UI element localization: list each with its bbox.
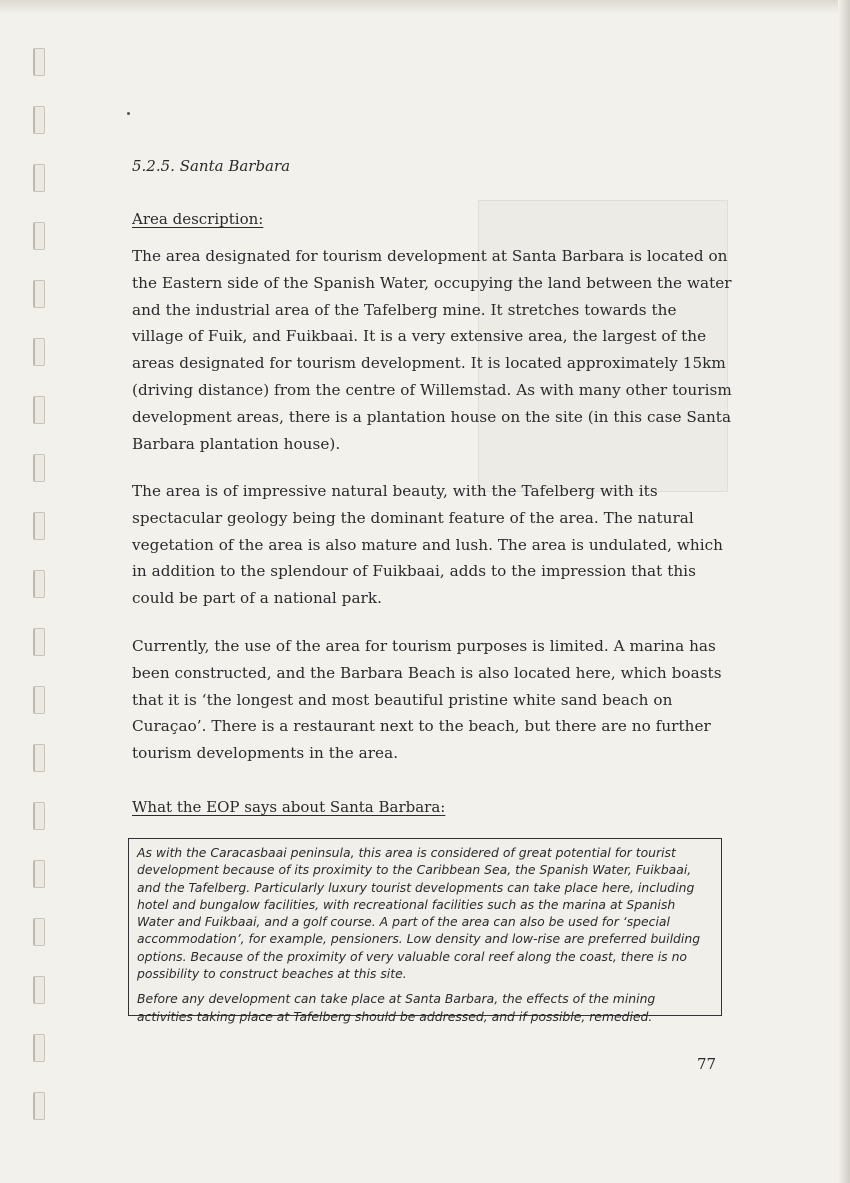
binding-hole (33, 454, 45, 482)
binding-hole (33, 628, 45, 656)
area-description-paragraph: Currently, the use of the area for tourism purposes is limited. A marina has been constructed, and the Barbara Beach is also located here, which boasts that it is ‘the longest and most beautiful pristine white sand beach on Curaçao’. There is a restaurant next to the beach, but there are no further tourism developments in the area. (132, 637, 722, 763)
page-right-edge (838, 0, 850, 1183)
binding-hole (33, 1034, 45, 1062)
binding-hole (33, 1092, 45, 1120)
binding-hole (33, 164, 45, 192)
eop-quote-paragraph: As with the Caracasbaai peninsula, this area is considered of great potential for tourist development because of its proximity to the Caribbean Sea, the Spanish Water, Fuikbaai, and the Tafelberg. Particularly luxury tourist developments can take place here, including hotel and bungalow facilities, with recreational facilities such as the marina at Spanish Water and Fuikbaai, and a golf course. A part of the area can also be used for ‘special accommodation’, for example, pensioners. Low density and low-rise are preferred building options. Because of the proximity of very valuable coral reef along the coast, there is no possibility to construct beaches at this site. (137, 845, 701, 982)
binding-hole (33, 106, 45, 134)
area-description-heading: Area description: (132, 210, 264, 228)
section-heading: 5.2.5. Santa Barbara (132, 157, 291, 175)
binding-holes (33, 48, 47, 1148)
binding-hole (33, 918, 45, 946)
binding-hole (33, 48, 45, 76)
eop-heading: What the EOP says about Santa Barbara: (132, 798, 446, 816)
binding-hole (33, 686, 45, 714)
area-description-paragraph: The area is of impressive natural beauty, with the Tafelberg with its spectacular geology being the dominant feature of the area. The natural vegetation of the area is also mature and lush. The area is undulated, which in addition to the splendour of Fuikbaai, adds to the impression that this could be part of a national park. (132, 482, 724, 608)
binding-hole (33, 976, 45, 1004)
binding-hole (33, 396, 45, 424)
area-description-paragraph: The area designated for tourism development at Santa Barbara is located on the Eastern side of the Spanish Water, occupying the land between the water and the industrial area of the Tafelberg mine. It stretches towards the village of Fuik, and Fuikbaai. It is a very extensive area, the largest of the areas designated for tourism development. It is located approximately 15km (driving distance) from the centre of Willemstad. As with many other tourism development areas, there is a plantation house on the site (in this case Santa Barbara plantation house). (132, 247, 732, 453)
binding-hole (33, 512, 45, 540)
stray-mark (127, 112, 130, 115)
binding-hole (33, 860, 45, 888)
binding-hole (33, 802, 45, 830)
binding-hole (33, 744, 45, 772)
page-number: 77 (697, 1055, 717, 1073)
binding-hole (33, 222, 45, 250)
page-top-edge (0, 0, 850, 14)
eop-quote-paragraph: Before any development can take place at Santa Barbara, the effects of the mining activities taking place at Tafelberg should be addressed, and if possible, remedied. (137, 991, 656, 1024)
eop-quote-box (128, 838, 722, 1024)
binding-hole (33, 280, 45, 308)
binding-hole (33, 338, 45, 366)
binding-hole (33, 570, 45, 598)
